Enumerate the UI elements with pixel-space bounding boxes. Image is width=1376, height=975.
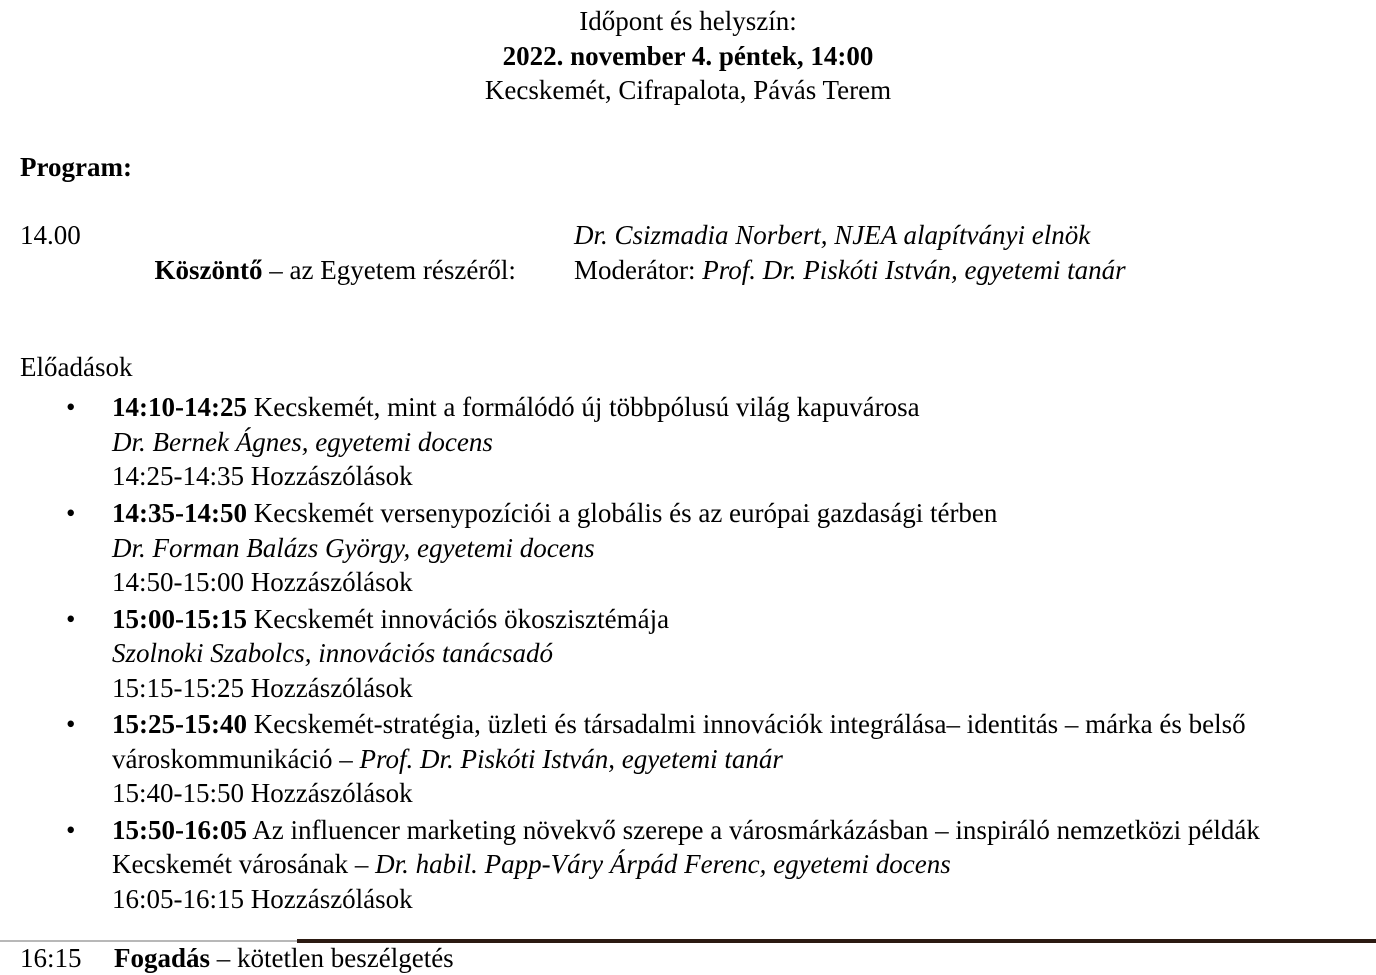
- talk-title-speaker: Prof. Dr. Piskóti István, egyetemi tanár: [359, 743, 783, 774]
- opening-presenter: Dr. Csizmadia Norbert, NJEA alapítványi elnök: [574, 220, 1091, 251]
- bullet-icon: •: [66, 392, 76, 423]
- opening-moderator: [574, 253, 1376, 288]
- talk-discussion: 14:50-15:00 Hozzászólások: [112, 567, 413, 598]
- opening-role-rest: – az Egyetem részéről:: [262, 254, 516, 285]
- talk-title: Kecskemét versenypozíciói a globális és az európai gazdasági térben: [246, 498, 998, 529]
- talk-title: Kecskemét-stratégia, üzleti és társadalmi innovációk integrálása– identitás – márka és belső városkommunikáció –: [112, 709, 1246, 774]
- talk-title-line: [112, 390, 1372, 425]
- footer-divider: [0, 939, 1376, 943]
- opening-moderator-name: Prof. Dr. Piskóti István, egyetemi tanár: [702, 254, 1126, 285]
- talk-discussion: 14:25-14:35 Hozzászólások: [112, 461, 413, 492]
- heading-line-date: 2022. november 4. péntek, 14:00: [502, 40, 874, 71]
- closing-label-rest: – kötetlen beszélgetés: [210, 942, 454, 973]
- talk-title-speaker: Dr. habil. Papp-Váry Árpád Ferenc, egyetemi docens: [375, 849, 951, 880]
- opening-names: [574, 218, 1376, 287]
- talk-discussion: 16:05-16:15 Hozzászólások: [112, 884, 413, 915]
- talk-time: 15:50-16:05: [112, 814, 247, 845]
- closing-entry: [20, 941, 1376, 975]
- talk-title: Kecskemét, mint a formálódó új többpólusú világ kapuvárosa: [246, 392, 920, 423]
- bullet-icon: •: [66, 814, 76, 845]
- talk-title: Kecskemét innovációs ökoszisztémája: [246, 603, 670, 634]
- list-item: [0, 496, 1376, 600]
- talk-title-line: [112, 813, 1372, 882]
- bullet-icon: •: [66, 709, 76, 740]
- heading-line-venue: Kecskemét, Cifrapalota, Pávás Terem: [484, 75, 892, 106]
- talk-speaker: Dr. Forman Balázs György, egyetemi docens: [112, 532, 595, 563]
- talk-title-line: [112, 602, 1372, 637]
- list-item: [0, 390, 1376, 494]
- talks-list: [0, 390, 1376, 916]
- bullet-icon: •: [66, 498, 76, 529]
- closing-text: [114, 941, 454, 975]
- list-item: [0, 813, 1376, 917]
- talk-title-line: [112, 707, 1372, 776]
- opening-moderator-label: Moderátor:: [574, 254, 703, 285]
- footer-rule-dark: [297, 939, 1376, 943]
- list-item: [0, 707, 1376, 811]
- talk-time: 14:10-14:25: [112, 392, 247, 423]
- talks-section-title: Előadások: [20, 351, 133, 382]
- closing-time: 16:15: [20, 942, 82, 973]
- talk-title: Az influencer marketing növekvő szerepe a városmárkázásban – inspiráló nemzetközi példák Kecskemét városának –: [112, 814, 1260, 880]
- talk-discussion: 15:40-15:50 Hozzászólások: [112, 778, 413, 809]
- closing-label: Fogadás: [114, 942, 211, 973]
- list-item: [0, 602, 1376, 706]
- heading-line-when-where: Időpont és helyszín:: [579, 6, 797, 36]
- opening-role: [114, 218, 574, 322]
- talk-discussion: 15:15-15:25 Hozzászólások: [112, 672, 413, 703]
- opening-time: 14.00: [20, 220, 81, 251]
- opening-role-bold: Köszöntő: [154, 254, 263, 285]
- program-section-title: Program:: [20, 151, 132, 182]
- talk-time: 14:35-14:50: [112, 498, 247, 529]
- talk-time: 15:00-15:15: [112, 603, 247, 634]
- talk-speaker: Szolnoki Szabolcs, innovációs tanácsadó: [112, 638, 553, 669]
- talk-speaker: Dr. Bernek Ágnes, egyetemi docens: [112, 426, 493, 457]
- talk-title-line: [112, 496, 1372, 531]
- bullet-icon: •: [66, 603, 76, 634]
- opening-entry: [20, 218, 1376, 322]
- event-heading: [0, 0, 1376, 108]
- footer-rule-light: [0, 940, 300, 942]
- talk-time: 15:25-15:40: [112, 709, 247, 740]
